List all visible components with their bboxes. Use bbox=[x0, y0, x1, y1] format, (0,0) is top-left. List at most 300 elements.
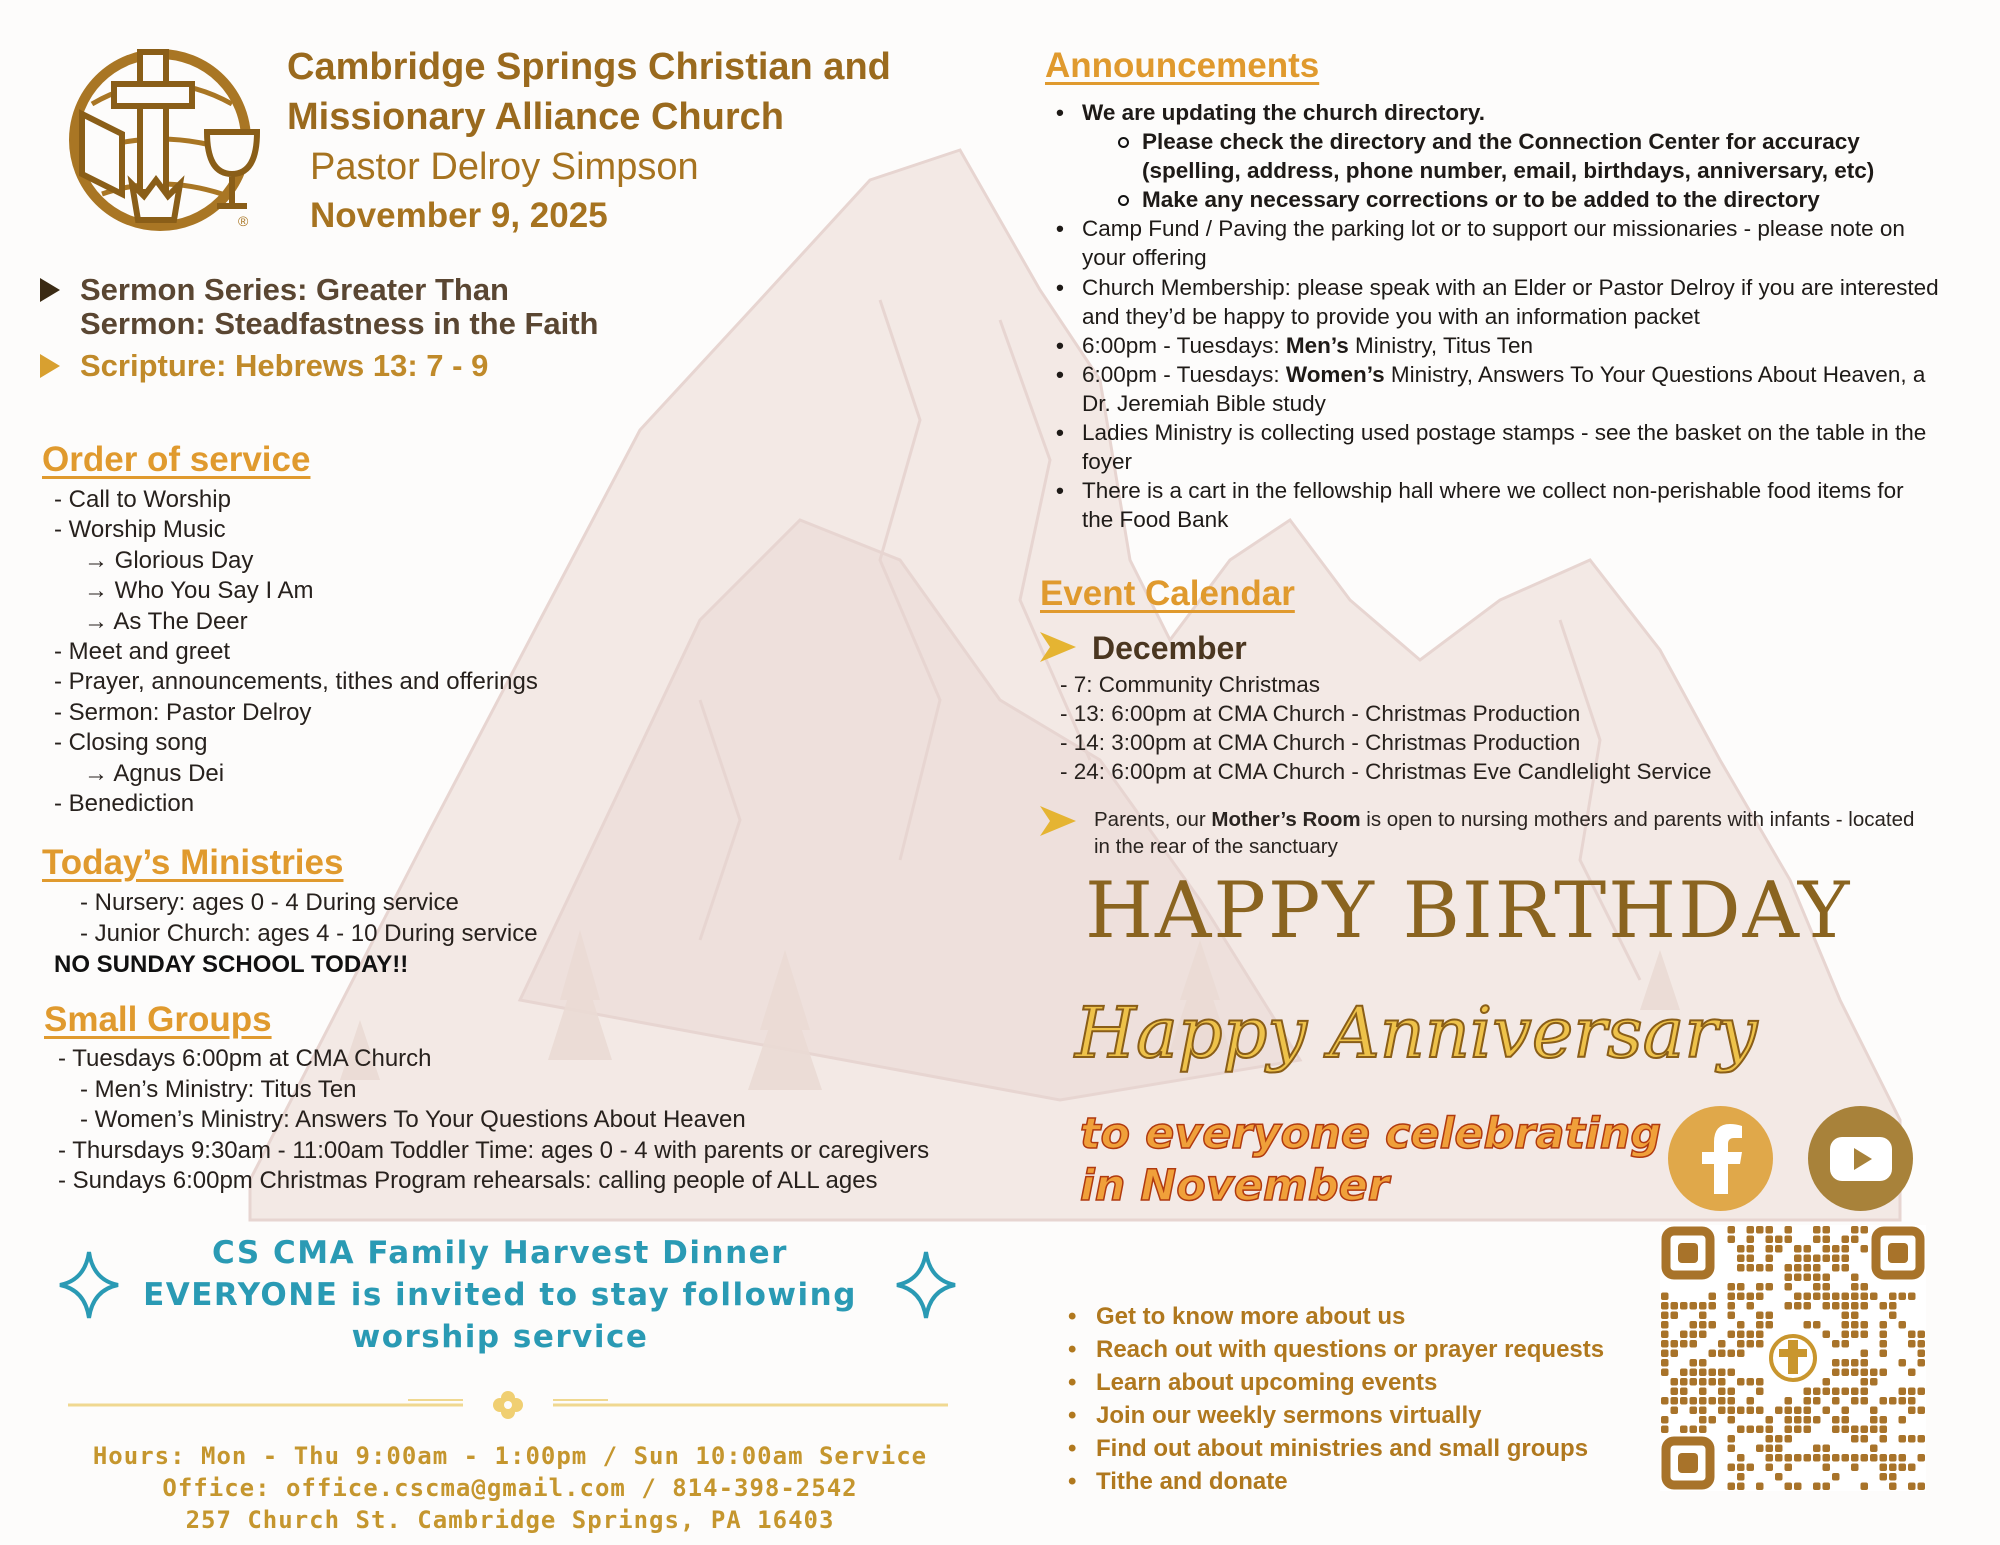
announcements-heading: Announcements bbox=[1045, 46, 1320, 85]
qr-module bbox=[1718, 1407, 1726, 1415]
qr-module bbox=[1766, 1445, 1774, 1453]
qr-module bbox=[1661, 1397, 1669, 1405]
qr-module bbox=[1766, 1226, 1774, 1234]
qr-module bbox=[1823, 1331, 1831, 1339]
qr-module bbox=[1680, 1397, 1688, 1405]
qr-module bbox=[1699, 1388, 1707, 1396]
qr-module bbox=[1728, 1350, 1736, 1358]
qr-module bbox=[1804, 1416, 1812, 1424]
sermon-title-text: Sermon: Steadfastness in the Faith bbox=[80, 306, 599, 341]
qr-module bbox=[1709, 1416, 1717, 1424]
qr-module bbox=[1899, 1388, 1907, 1396]
qr-module bbox=[1813, 1293, 1821, 1301]
list-item: - Closing song bbox=[54, 729, 208, 757]
qr-module bbox=[1785, 1464, 1793, 1472]
qr-module bbox=[1832, 1397, 1840, 1405]
list-item: • Learn about upcoming events bbox=[1068, 1366, 1604, 1399]
qr-module bbox=[1718, 1340, 1726, 1348]
qr-module bbox=[1918, 1331, 1926, 1339]
qr-module bbox=[1832, 1340, 1840, 1348]
pastor-name: Pastor Delroy Simpson bbox=[310, 146, 699, 188]
qr-module bbox=[1823, 1226, 1831, 1234]
qr-module bbox=[1699, 1302, 1707, 1310]
list-item: • Tithe and donate bbox=[1068, 1465, 1604, 1498]
qr-module bbox=[1728, 1483, 1736, 1491]
qr-module bbox=[1851, 1226, 1859, 1234]
qr-module bbox=[1747, 1340, 1755, 1348]
qr-module bbox=[1661, 1369, 1669, 1377]
qr-module bbox=[1756, 1293, 1764, 1301]
qr-module bbox=[1737, 1473, 1745, 1481]
qr-module bbox=[1756, 1483, 1764, 1491]
qr-module bbox=[1775, 1245, 1783, 1253]
qr-module bbox=[1756, 1312, 1764, 1320]
church-name-line-2: Missionary Alliance Church bbox=[287, 96, 784, 138]
qr-module bbox=[1756, 1321, 1764, 1329]
qr-module bbox=[1851, 1312, 1859, 1320]
qr-module bbox=[1889, 1302, 1897, 1310]
mothers-bold: Mother’s Room bbox=[1211, 808, 1361, 831]
qr-module bbox=[1766, 1283, 1774, 1291]
qr-module bbox=[1842, 1331, 1850, 1339]
qr-module bbox=[1766, 1245, 1774, 1253]
qr-module bbox=[1794, 1245, 1802, 1253]
celebration-line-1: to everyone celebrating bbox=[1080, 1109, 1662, 1159]
office-contact: Office: office.cscma@gmail.com / 814-398-2542 bbox=[162, 1474, 858, 1502]
qr-module bbox=[1918, 1359, 1926, 1367]
small-groups-heading: Small Groups bbox=[44, 1000, 272, 1039]
qr-module bbox=[1851, 1293, 1859, 1301]
qr-module bbox=[1747, 1293, 1755, 1301]
qr-module bbox=[1870, 1407, 1878, 1415]
list-item: • Camp Fund / Paving the parking lot or to support our missionaries - please note on your offering bbox=[1060, 214, 1940, 272]
qr-module bbox=[1899, 1321, 1907, 1329]
qr-module bbox=[1823, 1293, 1831, 1301]
qr-module bbox=[1861, 1293, 1869, 1301]
qr-module bbox=[1842, 1454, 1850, 1462]
qr-module bbox=[1823, 1445, 1831, 1453]
qr-module bbox=[1661, 1350, 1669, 1358]
qr-module bbox=[1785, 1264, 1793, 1272]
event-month: December bbox=[1092, 630, 1247, 666]
list-item: • Join our weekly sermons virtually bbox=[1068, 1399, 1604, 1432]
youtube-button[interactable] bbox=[1808, 1106, 1913, 1211]
list-item: - 7: Community Christmas bbox=[1060, 672, 1321, 697]
qr-module bbox=[1870, 1293, 1878, 1301]
qr-module bbox=[1861, 1426, 1869, 1434]
qr-module bbox=[1737, 1350, 1745, 1358]
qr-module bbox=[1690, 1397, 1698, 1405]
qr-module bbox=[1728, 1397, 1736, 1405]
qr-module bbox=[1889, 1464, 1897, 1472]
qr-module bbox=[1813, 1416, 1821, 1424]
qr-module bbox=[1861, 1397, 1869, 1405]
qr-module bbox=[1842, 1416, 1850, 1424]
qr-module bbox=[1832, 1416, 1840, 1424]
qr-module bbox=[1775, 1236, 1783, 1244]
qr-module bbox=[1880, 1302, 1888, 1310]
qr-module bbox=[1671, 1312, 1679, 1320]
qr-module bbox=[1832, 1473, 1840, 1481]
qr-module bbox=[1918, 1454, 1926, 1462]
qr-module bbox=[1699, 1416, 1707, 1424]
sermon-series bbox=[40, 272, 599, 306]
qr-module bbox=[1747, 1407, 1755, 1415]
qr-code[interactable] bbox=[1660, 1225, 1926, 1491]
qr-module bbox=[1728, 1312, 1736, 1320]
qr-module bbox=[1880, 1464, 1888, 1472]
list-item bbox=[1060, 98, 1940, 214]
qr-module bbox=[1728, 1464, 1736, 1472]
list-item: - Sundays 6:00pm Christmas Program rehearsals: calling people of ALL ages bbox=[58, 1167, 878, 1195]
qr-module bbox=[1880, 1435, 1888, 1443]
qr-module bbox=[1918, 1388, 1926, 1396]
qr-module bbox=[1794, 1407, 1802, 1415]
celebration-line-2: in November bbox=[1080, 1161, 1389, 1211]
qr-module bbox=[1870, 1454, 1878, 1462]
scripture bbox=[40, 348, 599, 382]
mothers-suffix: is open to nursing mothers and parents with infants - located in the rear of the sanctuary bbox=[1094, 808, 1915, 858]
qr-module bbox=[1823, 1378, 1831, 1386]
list-item: - Nursery: ages 0 - 4 During service bbox=[80, 889, 459, 916]
qr-module bbox=[1785, 1426, 1793, 1434]
qr-module bbox=[1880, 1473, 1888, 1481]
qr-module bbox=[1861, 1435, 1869, 1443]
happy-birthday-title: HAPPY BIRTHDAY bbox=[1085, 866, 1852, 956]
qr-module bbox=[1899, 1454, 1907, 1462]
qr-module bbox=[1813, 1283, 1821, 1291]
qr-module bbox=[1728, 1388, 1736, 1396]
qr-module bbox=[1766, 1464, 1774, 1472]
qr-module bbox=[1813, 1255, 1821, 1263]
qr-module bbox=[1690, 1407, 1698, 1415]
qr-module bbox=[1918, 1340, 1926, 1348]
qr-module bbox=[1870, 1445, 1878, 1453]
qr-module bbox=[1661, 1321, 1669, 1329]
qr-module bbox=[1804, 1264, 1812, 1272]
qr-module bbox=[1813, 1388, 1821, 1396]
qr-module bbox=[1823, 1454, 1831, 1462]
qr-module bbox=[1766, 1454, 1774, 1462]
qr-module bbox=[1918, 1350, 1926, 1358]
qr-module bbox=[1880, 1331, 1888, 1339]
qr-module bbox=[1756, 1340, 1764, 1348]
qr-module bbox=[1709, 1369, 1717, 1377]
qr-module bbox=[1842, 1264, 1850, 1272]
qr-module bbox=[1813, 1226, 1821, 1234]
event-calendar-heading: Event Calendar bbox=[1040, 574, 1295, 613]
qr-module bbox=[1851, 1359, 1859, 1367]
qr-module bbox=[1747, 1226, 1755, 1234]
qr-module bbox=[1747, 1255, 1755, 1263]
qr-module bbox=[1737, 1331, 1745, 1339]
qr-module bbox=[1699, 1378, 1707, 1386]
qr-module bbox=[1813, 1454, 1821, 1462]
qr-module bbox=[1804, 1255, 1812, 1263]
list-item: - Call to Worship bbox=[54, 486, 231, 513]
qr-module bbox=[1661, 1331, 1669, 1339]
qr-module bbox=[1699, 1426, 1707, 1434]
triangle-bullet-icon bbox=[40, 354, 60, 378]
qr-module bbox=[1747, 1236, 1755, 1244]
qr-module bbox=[1794, 1454, 1802, 1462]
qr-module bbox=[1880, 1416, 1888, 1424]
list-item bbox=[1060, 360, 1940, 418]
qr-module bbox=[1851, 1426, 1859, 1434]
ornamental-divider bbox=[68, 1390, 948, 1420]
qr-module bbox=[1851, 1435, 1859, 1443]
qr-module bbox=[1842, 1293, 1850, 1301]
qr-module bbox=[1766, 1312, 1774, 1320]
qr-module bbox=[1737, 1426, 1745, 1434]
qr-module bbox=[1832, 1302, 1840, 1310]
qr-module bbox=[1861, 1369, 1869, 1377]
qr-module bbox=[1908, 1340, 1916, 1348]
list-item: - Women’s Ministry: Answers To Your Questions About Heaven bbox=[80, 1106, 746, 1134]
qr-module bbox=[1709, 1302, 1717, 1310]
qr-module bbox=[1680, 1426, 1688, 1434]
qr-module bbox=[1899, 1397, 1907, 1405]
list-item: • There is a cart in the fellowship hall where we collect non-perishable food items for the Food Bank bbox=[1060, 476, 1940, 534]
qr-module bbox=[1747, 1331, 1755, 1339]
qr-module bbox=[1842, 1302, 1850, 1310]
qr-module bbox=[1718, 1378, 1726, 1386]
qr-module bbox=[1870, 1426, 1878, 1434]
qr-module bbox=[1775, 1454, 1783, 1462]
qr-module bbox=[1766, 1321, 1774, 1329]
qr-module bbox=[1728, 1435, 1736, 1443]
qr-module bbox=[1785, 1454, 1793, 1462]
list-item: Make any necessary corrections or to be added to the directory bbox=[1118, 185, 1940, 214]
qr-module bbox=[1690, 1302, 1698, 1310]
qr-module bbox=[1908, 1331, 1916, 1339]
harvest-line-1: CS CMA Family Harvest Dinner bbox=[212, 1235, 788, 1271]
qr-module bbox=[1832, 1359, 1840, 1367]
qr-module bbox=[1785, 1283, 1793, 1291]
qr-module bbox=[1851, 1283, 1859, 1291]
qr-module bbox=[1794, 1416, 1802, 1424]
qr-module bbox=[1728, 1416, 1736, 1424]
list-item: - Thursdays 9:30am - 11:00am Toddler Time: ages 0 - 4 with parents or caregivers bbox=[58, 1136, 930, 1164]
qr-module bbox=[1747, 1397, 1755, 1405]
womens-prefix: 6:00pm - Tuesdays: bbox=[1082, 361, 1286, 387]
qr-module bbox=[1918, 1407, 1926, 1415]
qr-module bbox=[1889, 1473, 1897, 1481]
qr-module bbox=[1908, 1388, 1916, 1396]
qr-module bbox=[1823, 1245, 1831, 1253]
qr-module bbox=[1785, 1302, 1793, 1310]
qr-info-list bbox=[1068, 1300, 1604, 1498]
list-item: - Worship Music bbox=[54, 516, 226, 544]
qr-module bbox=[1690, 1426, 1698, 1434]
church-address: 257 Church St. Cambridge Springs, PA 16403 bbox=[185, 1506, 835, 1534]
qr-module bbox=[1813, 1236, 1821, 1244]
qr-module bbox=[1889, 1293, 1897, 1301]
qr-module bbox=[1804, 1274, 1812, 1282]
qr-module bbox=[1813, 1274, 1821, 1282]
qr-module bbox=[1842, 1407, 1850, 1415]
qr-module bbox=[1737, 1464, 1745, 1472]
qr-module bbox=[1737, 1340, 1745, 1348]
qr-module bbox=[1718, 1350, 1726, 1358]
qr-module bbox=[1832, 1369, 1840, 1377]
qr-module bbox=[1747, 1245, 1755, 1253]
qr-module bbox=[1737, 1378, 1745, 1386]
list-item: - Sermon: Pastor Delroy bbox=[54, 698, 312, 726]
qr-module bbox=[1861, 1350, 1869, 1358]
qr-module bbox=[1813, 1321, 1821, 1329]
list-item: - Meet and greet bbox=[54, 638, 231, 666]
directory-announcement: We are updating the church directory. bbox=[1082, 100, 1485, 125]
qr-module bbox=[1699, 1331, 1707, 1339]
qr-module bbox=[1832, 1454, 1840, 1462]
no-sunday-school-notice: NO SUNDAY SCHOOL TODAY!! bbox=[54, 951, 409, 978]
todays-ministries-heading: Today’s Ministries bbox=[42, 843, 344, 882]
qr-module bbox=[1756, 1426, 1764, 1434]
qr-module bbox=[1899, 1416, 1907, 1424]
qr-module bbox=[1842, 1359, 1850, 1367]
qr-module bbox=[1680, 1331, 1688, 1339]
happy-anniversary-title: Happy Anniversary bbox=[1075, 992, 1758, 1074]
qr-module bbox=[1747, 1264, 1755, 1272]
qr-module bbox=[1737, 1454, 1745, 1462]
qr-module bbox=[1661, 1359, 1669, 1367]
qr-module bbox=[1785, 1226, 1793, 1234]
mens-bold: Men’s bbox=[1285, 332, 1349, 358]
qr-module bbox=[1842, 1255, 1850, 1263]
qr-module bbox=[1832, 1388, 1840, 1396]
list-item: → Who You Say I Am bbox=[84, 577, 314, 605]
sparkle-icon bbox=[58, 1250, 120, 1320]
qr-module bbox=[1842, 1236, 1850, 1244]
qr-module bbox=[1794, 1293, 1802, 1301]
qr-module bbox=[1832, 1293, 1840, 1301]
qr-module bbox=[1851, 1331, 1859, 1339]
qr-module bbox=[1861, 1454, 1869, 1462]
qr-module bbox=[1661, 1340, 1669, 1348]
qr-module bbox=[1794, 1426, 1802, 1434]
qr-module bbox=[1756, 1264, 1764, 1272]
qr-module bbox=[1794, 1302, 1802, 1310]
qr-module bbox=[1756, 1378, 1764, 1386]
qr-module bbox=[1861, 1483, 1869, 1491]
list-item: - Tuesdays 6:00pm at CMA Church bbox=[58, 1045, 432, 1072]
qr-module bbox=[1908, 1407, 1916, 1415]
list-item: → As The Deer bbox=[84, 607, 248, 635]
qr-module bbox=[1737, 1407, 1745, 1415]
qr-module bbox=[1728, 1236, 1736, 1244]
qr-module bbox=[1747, 1378, 1755, 1386]
qr-module bbox=[1880, 1454, 1888, 1462]
qr-module bbox=[1861, 1321, 1869, 1329]
list-item: - 14: 3:00pm at CMA Church - Christmas Production bbox=[1060, 730, 1581, 755]
qr-module bbox=[1728, 1283, 1736, 1291]
qr-module bbox=[1690, 1369, 1698, 1377]
qr-module bbox=[1661, 1302, 1669, 1310]
qr-module bbox=[1775, 1435, 1783, 1443]
qr-module bbox=[1661, 1416, 1669, 1424]
qr-module bbox=[1842, 1321, 1850, 1329]
qr-module bbox=[1880, 1369, 1888, 1377]
harvest-line-3: worship service bbox=[351, 1319, 649, 1355]
qr-module bbox=[1728, 1302, 1736, 1310]
qr-module bbox=[1813, 1264, 1821, 1272]
harvest-dinner-notice bbox=[120, 1232, 880, 1358]
qr-module bbox=[1785, 1274, 1793, 1282]
qr-module bbox=[1861, 1283, 1869, 1291]
qr-module bbox=[1861, 1378, 1869, 1386]
qr-module bbox=[1756, 1407, 1764, 1415]
qr-module bbox=[1870, 1416, 1878, 1424]
sparkle-icon bbox=[895, 1250, 957, 1320]
qr-module bbox=[1851, 1302, 1859, 1310]
mothers-prefix: Parents, our bbox=[1094, 808, 1212, 831]
mens-prefix: 6:00pm - Tuesdays: bbox=[1082, 332, 1286, 358]
qr-module bbox=[1899, 1293, 1907, 1301]
qr-module bbox=[1737, 1255, 1745, 1263]
qr-module bbox=[1851, 1236, 1859, 1244]
list-item: - Junior Church: ages 4 - 10 During service bbox=[80, 920, 538, 947]
qr-module bbox=[1766, 1236, 1774, 1244]
qr-module bbox=[1842, 1245, 1850, 1253]
directory-sublist bbox=[1082, 127, 1940, 214]
contact-footer bbox=[80, 1440, 940, 1536]
facebook-button[interactable] bbox=[1668, 1106, 1773, 1211]
list-item: • Reach out with questions or prayer requests bbox=[1068, 1333, 1604, 1366]
qr-module bbox=[1832, 1245, 1840, 1253]
mothers-room-notice bbox=[1094, 806, 1924, 860]
qr-module bbox=[1785, 1435, 1793, 1443]
qr-module bbox=[1823, 1407, 1831, 1415]
qr-module bbox=[1880, 1350, 1888, 1358]
order-of-service-heading: Order of service bbox=[42, 440, 311, 479]
qr-module bbox=[1766, 1435, 1774, 1443]
qr-module bbox=[1680, 1340, 1688, 1348]
qr-module bbox=[1823, 1483, 1831, 1491]
qr-module bbox=[1699, 1359, 1707, 1367]
qr-module bbox=[1680, 1388, 1688, 1396]
qr-module bbox=[1747, 1464, 1755, 1472]
event-list bbox=[1060, 670, 1712, 786]
qr-module bbox=[1880, 1426, 1888, 1434]
qr-module bbox=[1756, 1283, 1764, 1291]
qr-module bbox=[1737, 1321, 1745, 1329]
order-of-service-list bbox=[54, 485, 538, 819]
youtube-icon bbox=[1830, 1137, 1892, 1181]
qr-module bbox=[1842, 1340, 1850, 1348]
qr-module bbox=[1737, 1483, 1745, 1491]
triangle-bullet-icon bbox=[40, 278, 60, 302]
qr-module bbox=[1718, 1397, 1726, 1405]
church-name-line-1: Cambridge Springs Christian and bbox=[287, 46, 891, 88]
qr-module bbox=[1709, 1321, 1717, 1329]
qr-module bbox=[1813, 1397, 1821, 1405]
qr-module bbox=[1861, 1245, 1869, 1253]
arrow-bullet-icon bbox=[1040, 632, 1076, 662]
qr-module bbox=[1671, 1340, 1679, 1348]
qr-module bbox=[1699, 1312, 1707, 1320]
qr-module bbox=[1861, 1302, 1869, 1310]
qr-module bbox=[1747, 1302, 1755, 1310]
list-item: • Get to know more about us bbox=[1068, 1300, 1604, 1333]
qr-module bbox=[1737, 1293, 1745, 1301]
qr-module bbox=[1880, 1340, 1888, 1348]
qr-module bbox=[1908, 1369, 1916, 1377]
list-item: • Ladies Ministry is collecting used postage stamps - see the basket on the table in the foyer bbox=[1060, 418, 1940, 476]
list-item: - 24: 6:00pm at CMA Church - Christmas Eve Candlelight Service bbox=[1060, 759, 1712, 784]
qr-module bbox=[1785, 1407, 1793, 1415]
qr-module bbox=[1889, 1454, 1897, 1462]
